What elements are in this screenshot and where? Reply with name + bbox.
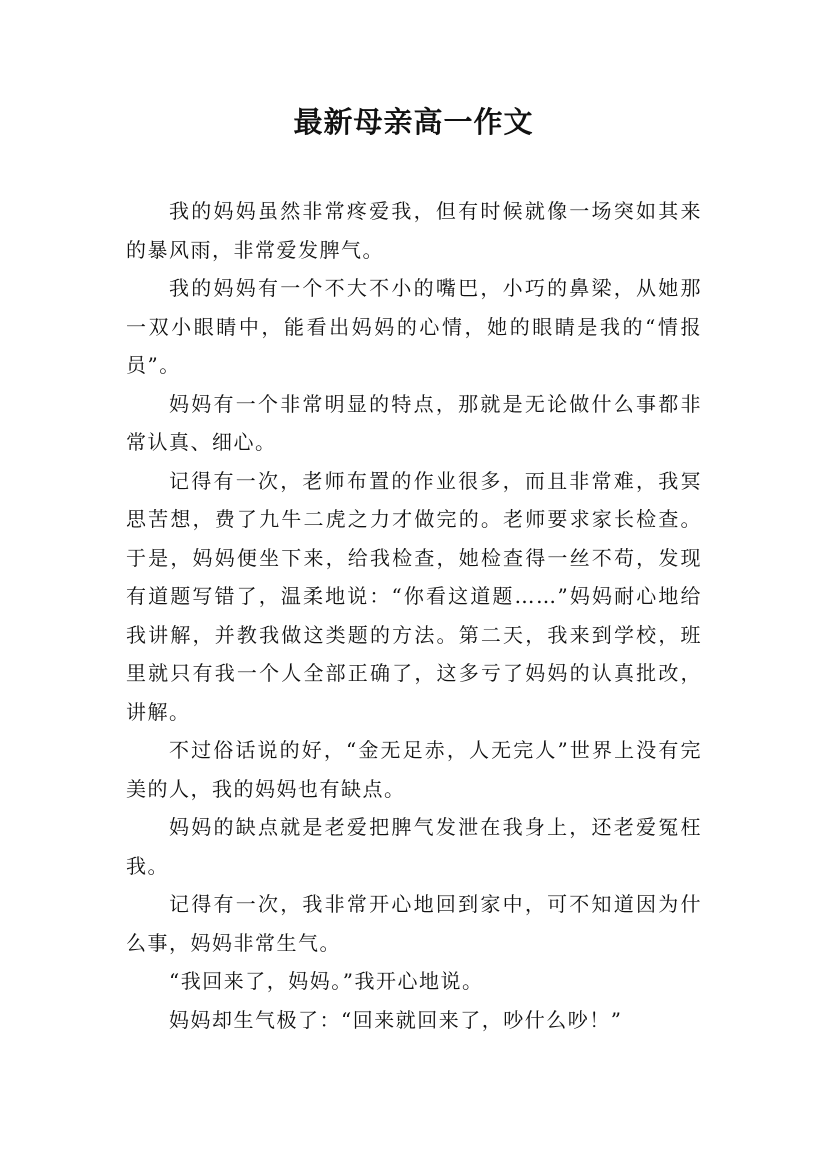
- paragraph: 妈妈却生气极了：“回来就回来了，吵什么吵！”: [169, 1007, 623, 1032]
- paragraph: 记得有一次，我非常开心地回到家中，可不知道因为什么事，妈妈非常生气。: [126, 892, 702, 955]
- paragraph: 我的妈妈虽然非常疼爱我，但有时候就像一场突如其来的暴风雨，非常爱发脾气。: [126, 199, 702, 262]
- paragraph: 妈妈有一个非常明显的特点，那就是无论做什么事都非常认真、细心。: [126, 391, 702, 454]
- document-body: [126, 192, 702, 1039]
- paragraph: “我回来了，妈妈。”我开心地说。: [169, 969, 484, 993]
- paragraph: 我的妈妈有一个不大不小的嘴巴，小巧的鼻梁，从她那一双小眼睛中，能看出妈妈的心情，她的眼睛是我的“情报员”。: [126, 276, 702, 377]
- document-title: 最新母亲高一作文: [293, 105, 534, 139]
- paragraph: 妈妈的缺点就是老爱把脾气发泄在我身上，还老爱冤枉我。: [126, 815, 702, 878]
- paragraph: 记得有一次，老师布置的作业很多，而且非常难，我冥思苦想，费了九牛二虎之力才做完的。老师要求家长检查。于是，妈妈便坐下来，给我检查，她检查得一丝不苟，发现有道题写错了，温柔地说：“你看这道题……”妈妈耐心地给我讲解，并教我做这类题的方法。第二天，我来到学校，班里就只有我一个人全部正确了，这多亏了妈妈的认真批改，讲解。: [126, 468, 702, 724]
- paragraph: 不过俗话说的好，“金无足赤，人无完人”世界上没有完美的人，我的妈妈也有缺点。: [126, 738, 702, 801]
